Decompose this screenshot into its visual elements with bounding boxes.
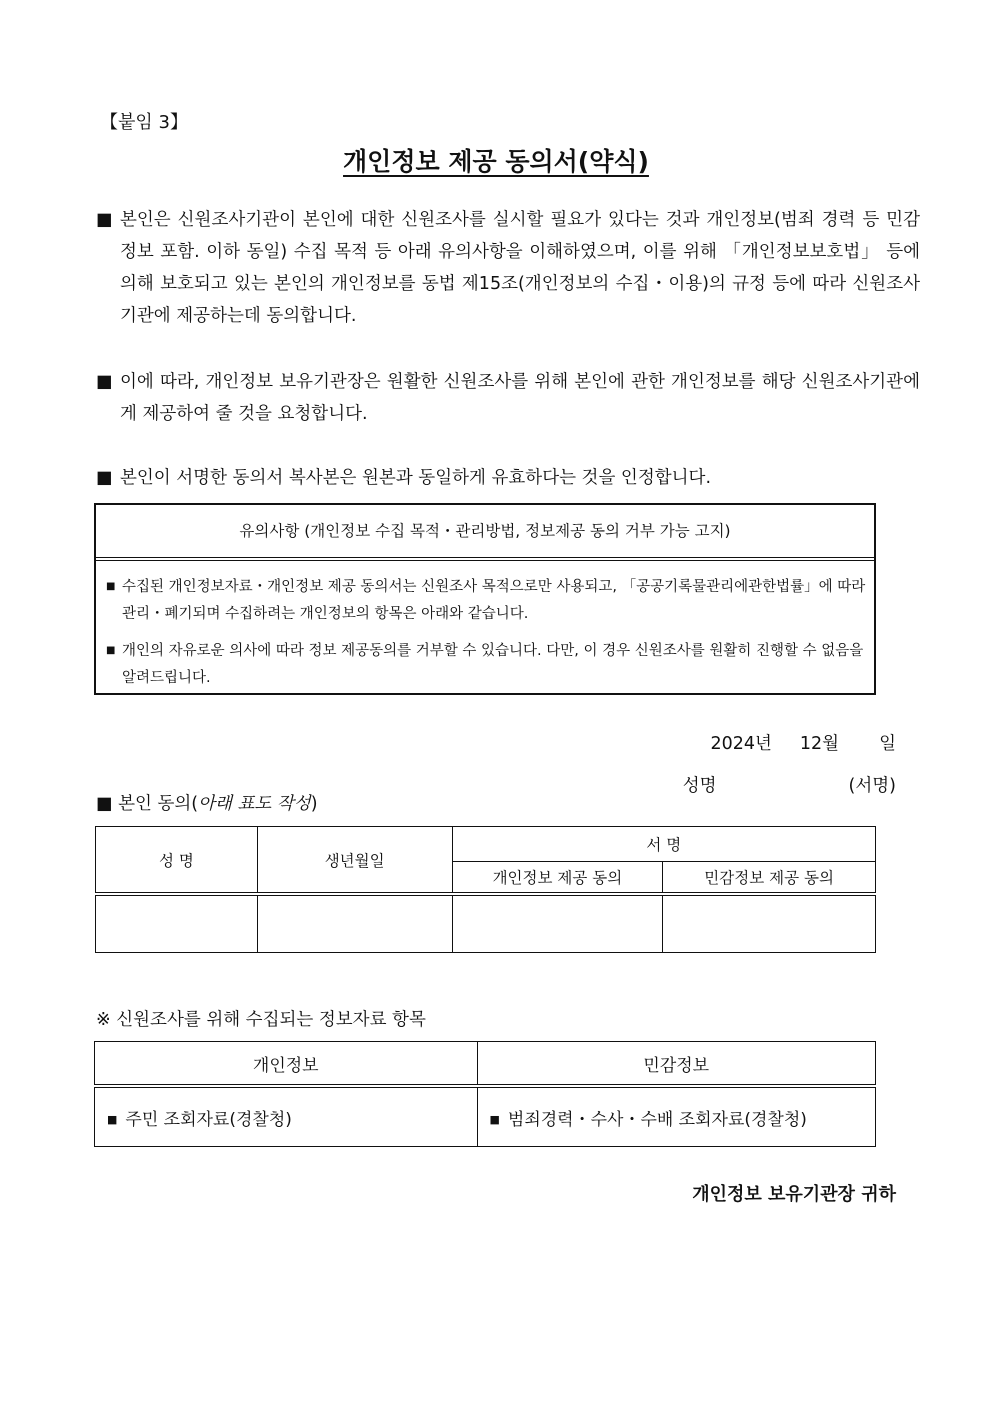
paragraph-text: 본인이 서명한 동의서 복사본은 원본과 동일하게 유효하다는 것을 인정합니다. [120, 468, 712, 488]
consent-title-close: ) [310, 794, 318, 814]
name-cell[interactable] [96, 894, 258, 953]
header-personal-info: 개인정보 [95, 1042, 478, 1087]
title-text: 개인정보 제공 동의서(약식) [343, 147, 649, 176]
square-bullet-icon: ■ [96, 794, 113, 814]
paragraph-consent-statement [96, 204, 920, 332]
header-sensitive-info: 민감정보 [477, 1042, 876, 1087]
notice-item-text: 수집된 개인정보자료・개인정보 제공 동의서는 신원조사 목적으로만 사용되고, 「공공기록물관리에관한법률」에 따라 관리・폐기되며 수집하려는 개인정보의 항목은 아래와 같습니다. [122, 579, 866, 622]
header-birth: 생년월일 [257, 827, 452, 895]
date-line [710, 730, 896, 755]
date-day: 일 [879, 734, 896, 754]
square-bullet-icon: ■ [107, 1112, 118, 1126]
personal-consent-cell[interactable] [452, 894, 663, 953]
header-sign: 서 명 [452, 827, 875, 862]
sensitive-info-text: 범죄경력・수사・수배 조회자료(경찰청) [507, 1109, 807, 1130]
birth-cell[interactable] [257, 894, 452, 953]
document-title [0, 142, 992, 178]
sensitive-consent-cell[interactable] [663, 894, 876, 953]
addressee: 개인정보 보유기관장 귀하 [692, 1184, 896, 1205]
square-bullet-icon: ■ [106, 581, 116, 592]
notice-box [94, 503, 876, 695]
signature-mark: (서명) [848, 776, 896, 796]
header-name: 성 명 [96, 827, 258, 895]
paragraph-copy-validity [96, 462, 920, 494]
sensitive-info-item [477, 1086, 876, 1147]
notice-body [96, 561, 874, 692]
square-bullet-icon: ■ [106, 645, 116, 656]
personal-info-item [95, 1086, 478, 1147]
consent-title-italic: 아래 표도 작성 [198, 794, 311, 814]
paragraph-request-statement [96, 366, 920, 430]
paragraph-text: 본인은 신원조사기관이 본인에 대한 신원조사를 실시할 필요가 있다는 것과 개인정보(범죄 경력 등 민감정보 포함. 이하 동일) 수집 목적 등 아래 유의사항을 이해하였으며, 이를 위해 「개인정보보호법」 등에 의해 보호되고 있는 본인의 개인정보를 동법 제15조(개인정보의 수집・이용)의 규정 등에 따라 신원조사기관에 제공하는데 동의합니다. [120, 210, 920, 326]
items-table [94, 1041, 876, 1147]
consent-table [95, 826, 876, 953]
date-year: 2024년 [710, 734, 772, 754]
personal-info-text: 주민 조회자료(경찰청) [125, 1109, 292, 1130]
attachment-label: 【붙임 3】 [100, 112, 188, 133]
square-bullet-icon: ■ [96, 468, 113, 488]
consent-section-title [96, 790, 318, 815]
header-sensitive-consent: 민감정보 제공 동의 [663, 862, 876, 895]
header-personal-consent: 개인정보 제공 동의 [452, 862, 663, 895]
signature-label: 성명 [682, 776, 717, 796]
notice-item-text: 개인의 자유로운 의사에 따라 정보 제공동의를 거부할 수 있습니다. 다만, 이 경우 신원조사를 원활히 진행할 수 없음을 알려드립니다. [122, 643, 864, 686]
square-bullet-icon: ■ [96, 210, 113, 230]
notice-item [106, 637, 866, 692]
notice-item [106, 573, 866, 628]
paragraph-text: 이에 따라, 개인정보 보유기관장은 원활한 신원조사를 위해 본인에 관한 개인정보를 해당 신원조사기관에게 제공하여 줄 것을 요청합니다. [120, 372, 920, 424]
items-list-title: ※ 신원조사를 위해 수집되는 정보자료 항목 [96, 1010, 426, 1030]
consent-title-text: 본인 동의( [118, 794, 199, 814]
notice-heading: 유의사항 (개인정보 수집 목적・관리방법, 정보제공 동의 거부 가능 고지) [96, 505, 874, 561]
square-bullet-icon: ■ [489, 1112, 500, 1126]
square-bullet-icon: ■ [96, 372, 113, 392]
date-month: 12월 [799, 734, 840, 754]
signature-line [683, 772, 896, 797]
